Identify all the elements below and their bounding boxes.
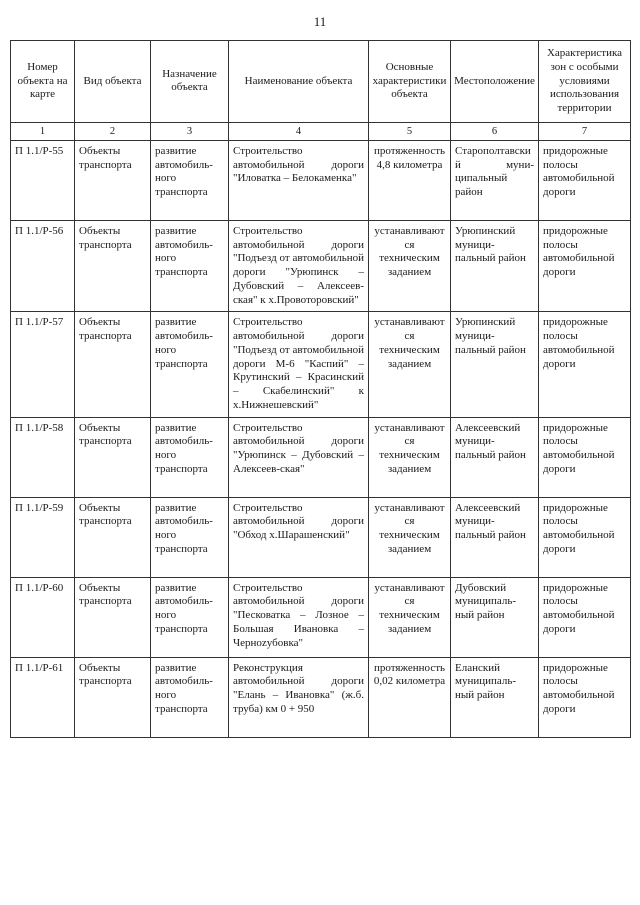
column-number: 3: [151, 122, 229, 140]
object-name: Строительство автомобильной дороги "Урюпинск – Дубовский – Алексеев-ская": [229, 417, 369, 497]
table-row: [11, 140, 631, 220]
object-zones: придорожные полосы автомобильной дороги: [539, 417, 631, 497]
header-zones: Характеристика зон с особыми условиями использования территории: [539, 41, 631, 123]
object-purpose: развитие автомобиль-ного транспорта: [151, 657, 229, 737]
object-name: Строительство автомобильной дороги "Песковатка – Лозное – Большая Ивановка – Черноzубовка": [229, 577, 369, 657]
object-location: Алексеевский муници-пальный район: [451, 417, 539, 497]
header-characteristics: Основные характеристики объекта: [369, 41, 451, 123]
object-type: Объекты транспорта: [75, 657, 151, 737]
header-type: Вид объекта: [75, 41, 151, 123]
object-type: Объекты транспорта: [75, 577, 151, 657]
object-characteristics: устанавливаются техническим заданием: [369, 577, 451, 657]
object-characteristics: устанавливаются техническим заданием: [369, 220, 451, 312]
object-purpose: развитие автомобиль-ного транспорта: [151, 497, 229, 577]
object-zones: придорожные полосы автомобильной дороги: [539, 497, 631, 577]
header-location: Местоположение: [451, 41, 539, 123]
object-number: П 1.1/Р-56: [11, 220, 75, 312]
object-type: Объекты транспорта: [75, 497, 151, 577]
object-zones: придорожные полосы автомобильной дороги: [539, 140, 631, 220]
object-location: Урюпинский муници-пальный район: [451, 312, 539, 417]
object-number: П 1.1/Р-55: [11, 140, 75, 220]
page-number: 11: [313, 14, 327, 29]
object-type: Объекты транспорта: [75, 140, 151, 220]
column-number: 6: [451, 122, 539, 140]
object-name: Строительство автомобильной дороги "Иловатка – Белокаменка": [229, 140, 369, 220]
table-row: [11, 497, 631, 577]
object-number: П 1.1/Р-60: [11, 577, 75, 657]
table-row: [11, 312, 631, 417]
table-row: [11, 220, 631, 312]
object-purpose: развитие автомобиль-ного транспорта: [151, 312, 229, 417]
object-characteristics: устанавливаются техническим заданием: [369, 312, 451, 417]
column-number: 5: [369, 122, 451, 140]
object-type: Объекты транспорта: [75, 220, 151, 312]
object-number: П 1.1/Р-58: [11, 417, 75, 497]
table-row: [11, 657, 631, 737]
object-location: Дубовский муниципаль-ный район: [451, 577, 539, 657]
object-location: Алексеевский муници-пальный район: [451, 497, 539, 577]
column-number: 7: [539, 122, 631, 140]
object-purpose: развитие автомобиль-ного транспорта: [151, 220, 229, 312]
object-name: Строительство автомобильной дороги "Обход х.Шарашенский": [229, 497, 369, 577]
object-zones: придорожные полосы автомобильной дороги: [539, 577, 631, 657]
column-number: 1: [11, 122, 75, 140]
column-number: 2: [75, 122, 151, 140]
object-zones: придорожные полосы автомобильной дороги: [539, 220, 631, 312]
object-type: Объекты транспорта: [75, 312, 151, 417]
object-zones: придорожные полосы автомобильной дороги: [539, 312, 631, 417]
object-characteristics: устанавливаются техническим заданием: [369, 417, 451, 497]
table-row: [11, 577, 631, 657]
object-name: Реконструкция автомобильной дороги "Елань – Ивановка" (ж.б. труба) км 0 + 950: [229, 657, 369, 737]
object-purpose: развитие автомобиль-ного транспорта: [151, 417, 229, 497]
object-location: Еланский муниципаль-ный район: [451, 657, 539, 737]
object-purpose: развитие автомобиль-ного транспорта: [151, 577, 229, 657]
object-type: Объекты транспорта: [75, 417, 151, 497]
object-zones: придорожные полосы автомобильной дороги: [539, 657, 631, 737]
object-location: Старополтавский муни-ципальный район: [451, 140, 539, 220]
object-number: П 1.1/Р-57: [11, 312, 75, 417]
table-row: [11, 417, 631, 497]
table-header-row: [11, 41, 631, 123]
object-characteristics: устанавливаются техническим заданием: [369, 497, 451, 577]
object-purpose: развитие автомобиль-ного транспорта: [151, 140, 229, 220]
object-name: Строительство автомобильной дороги "Подъезд от автомобильной дороги М-6 "Каспий" – Крутинский – Красинский – Скабелинский" к х.Нижнешевский": [229, 312, 369, 417]
object-name: Строительство автомобильной дороги "Подъезд от автомобильной дороги "Урюпинск – Дубовский – Алексеев-ская" к х.Провоторовский": [229, 220, 369, 312]
objects-table: [10, 40, 631, 738]
header-name: Наименование объекта: [229, 41, 369, 123]
object-characteristics: протяженность 4,8 километра: [369, 140, 451, 220]
object-number: П 1.1/Р-59: [11, 497, 75, 577]
object-location: Урюпинский муници-пальный район: [451, 220, 539, 312]
object-characteristics: протяженность 0,02 километра: [369, 657, 451, 737]
header-number: Номер объекта на карте: [11, 41, 75, 123]
header-purpose: Назначение объекта: [151, 41, 229, 123]
column-number: 4: [229, 122, 369, 140]
object-number: П 1.1/Р-61: [11, 657, 75, 737]
column-number-row: [11, 122, 631, 140]
